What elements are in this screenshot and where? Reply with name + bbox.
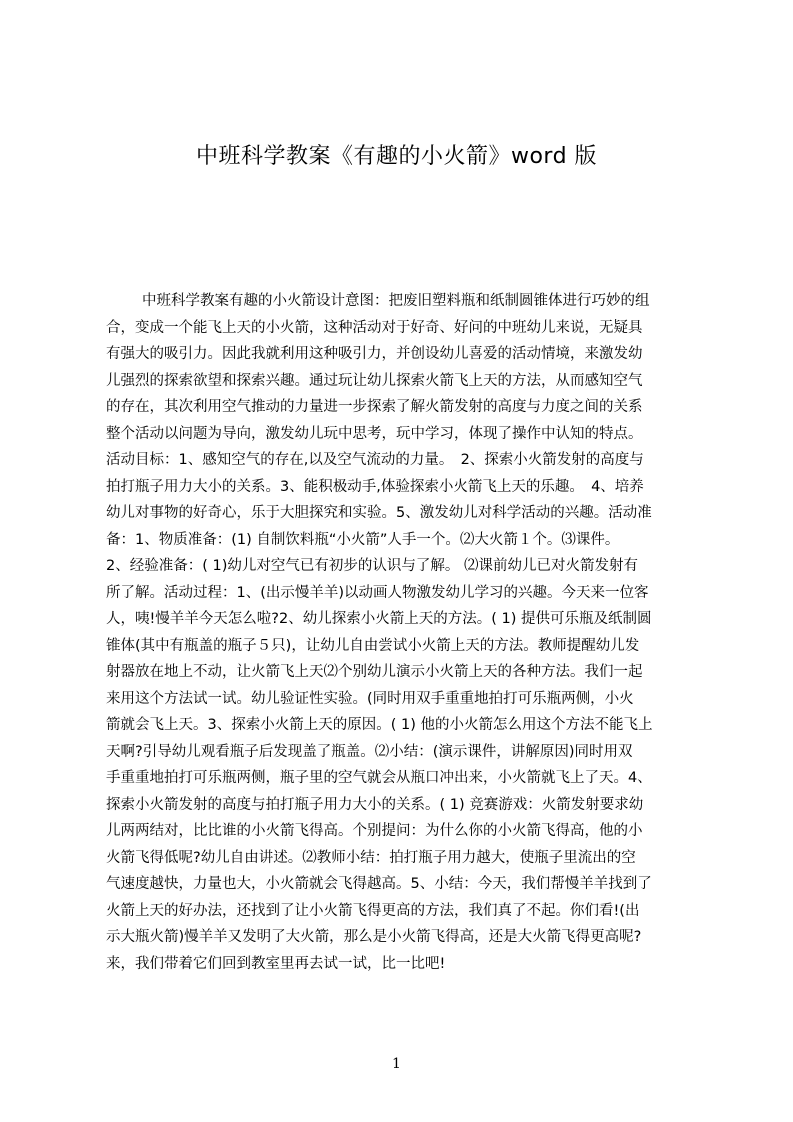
body-line: 儿两两结对，比比谁的小火箭飞得高。个别提问：为什么你的小火箭飞得高，他的小	[106, 823, 643, 839]
body-line: 整个活动以问题为导向，激发幼儿玩中思考，玩中学习，体现了操作中认知的特点。	[106, 425, 643, 442]
body-line: 活动目标：1、感知空气的存在,以及空气流动的力量。 2、探索小火箭发射的高度与	[106, 452, 644, 468]
body-line: 幼儿对事物的好奇心，乐于大胆探究和实验。5、激发幼儿对科学活动的兴趣。活动准	[106, 505, 652, 521]
body-line: 有强大的吸引力。因此我就利用这种吸引力，并创设幼儿喜爱的活动情境，来激发幼	[106, 346, 643, 362]
body-line: 合，变成一个能飞上天的小火箭，这种活动对于好奇、好问的中班幼儿来说，无疑具	[106, 319, 643, 336]
document-body	[106, 288, 698, 977]
body-line: 锥体(其中有瓶盖的瓶子５只)，让幼儿自由尝试小火箭上天的方法。教师提醒幼儿发	[106, 637, 640, 654]
body-line: 所了解。活动过程：1、(出示慢羊羊)以动画人物激发幼儿学习的兴趣。今天来一位客	[106, 584, 649, 601]
body-line: 火箭飞得低呢?幼儿自由讲述。⑵教师小结：拍打瓶子用力越大，使瓶子里流出的空	[106, 849, 636, 866]
body-line: 来用这个方法试一试。幼儿验证性实验。(同时用双手重重地拍打可乐瓶两侧，小火	[106, 690, 634, 707]
body-line: 气速度越快，力量也大，小火箭就会飞得越高。5、小结：今天，我们帮慢羊羊找到了	[106, 876, 652, 892]
page-number: 1	[392, 1056, 401, 1072]
body-line: 人，咦!慢羊羊今天怎么啦?2、幼儿探索小火箭上天的方法。( 1) 提供可乐瓶及纸制圆	[106, 611, 652, 627]
body-line: 手重重地拍打可乐瓶两侧，瓶子里的空气就会从瓶口冲出来，小火箭就飞上了天。4、	[106, 770, 652, 786]
body-line: 儿强烈的探索欲望和探索兴趣。通过玩让幼儿探索火箭飞上天的方法，从而感知空气	[106, 372, 643, 389]
body-line: 的存在，其次利用空气推动的力量进一步探索了解火箭发射的高度与力度之间的关系	[106, 399, 643, 415]
body-line: 2、经验准备：( 1)幼儿对空气已有初步的认识与了解。 ⑵课前幼儿已对火箭发射有	[106, 558, 638, 574]
body-line: 火箭上天的好办法，还找到了让小火箭飞得更高的方法，我们真了不起。你们看!(出	[106, 902, 640, 919]
body-line: 箭就会飞上天。3、探索小火箭上天的原因。( 1) 他的小火箭怎么用这个方法不能飞上	[106, 717, 653, 733]
body-line: 来，我们带着它们回到教室里再去试一试，比一比吧!	[106, 955, 446, 972]
body-line: 射器放在地上不动，让火箭飞上天⑵个别幼儿演示小火箭上天的各种方法。我们一起	[106, 664, 643, 680]
document-title: 中班科学教案《有趣的小火箭》word 版	[195, 144, 598, 169]
body-line: 拍打瓶子用力大小的关系。3、能积极动手,体验探索小火箭飞上天的乐趣。 4、培养	[106, 478, 644, 495]
body-line: 天啊?引导幼儿观看瓶子后发现盖了瓶盖。⑵小结：(演示课件，讲解原因)同时用双	[106, 743, 633, 760]
body-line: 中班科学教案有趣的小火箭设计意图：把废旧塑料瓶和纸制圆锥体进行巧妙的组	[142, 293, 650, 309]
body-line: 示大瓶火箭)慢羊羊又发明了大火箭，那么是小火箭飞得高，还是大火箭飞得更高呢?	[106, 929, 642, 945]
body-line: 备：1、物质准备：(1) 自制饮料瓶“小火箭”人手一个。⑵大火箭１个。⑶课件。	[106, 531, 620, 548]
body-line: 探索小火箭发射的高度与拍打瓶子用力大小的关系。( 1) 竞赛游戏：火箭发射要求幼	[106, 796, 644, 813]
